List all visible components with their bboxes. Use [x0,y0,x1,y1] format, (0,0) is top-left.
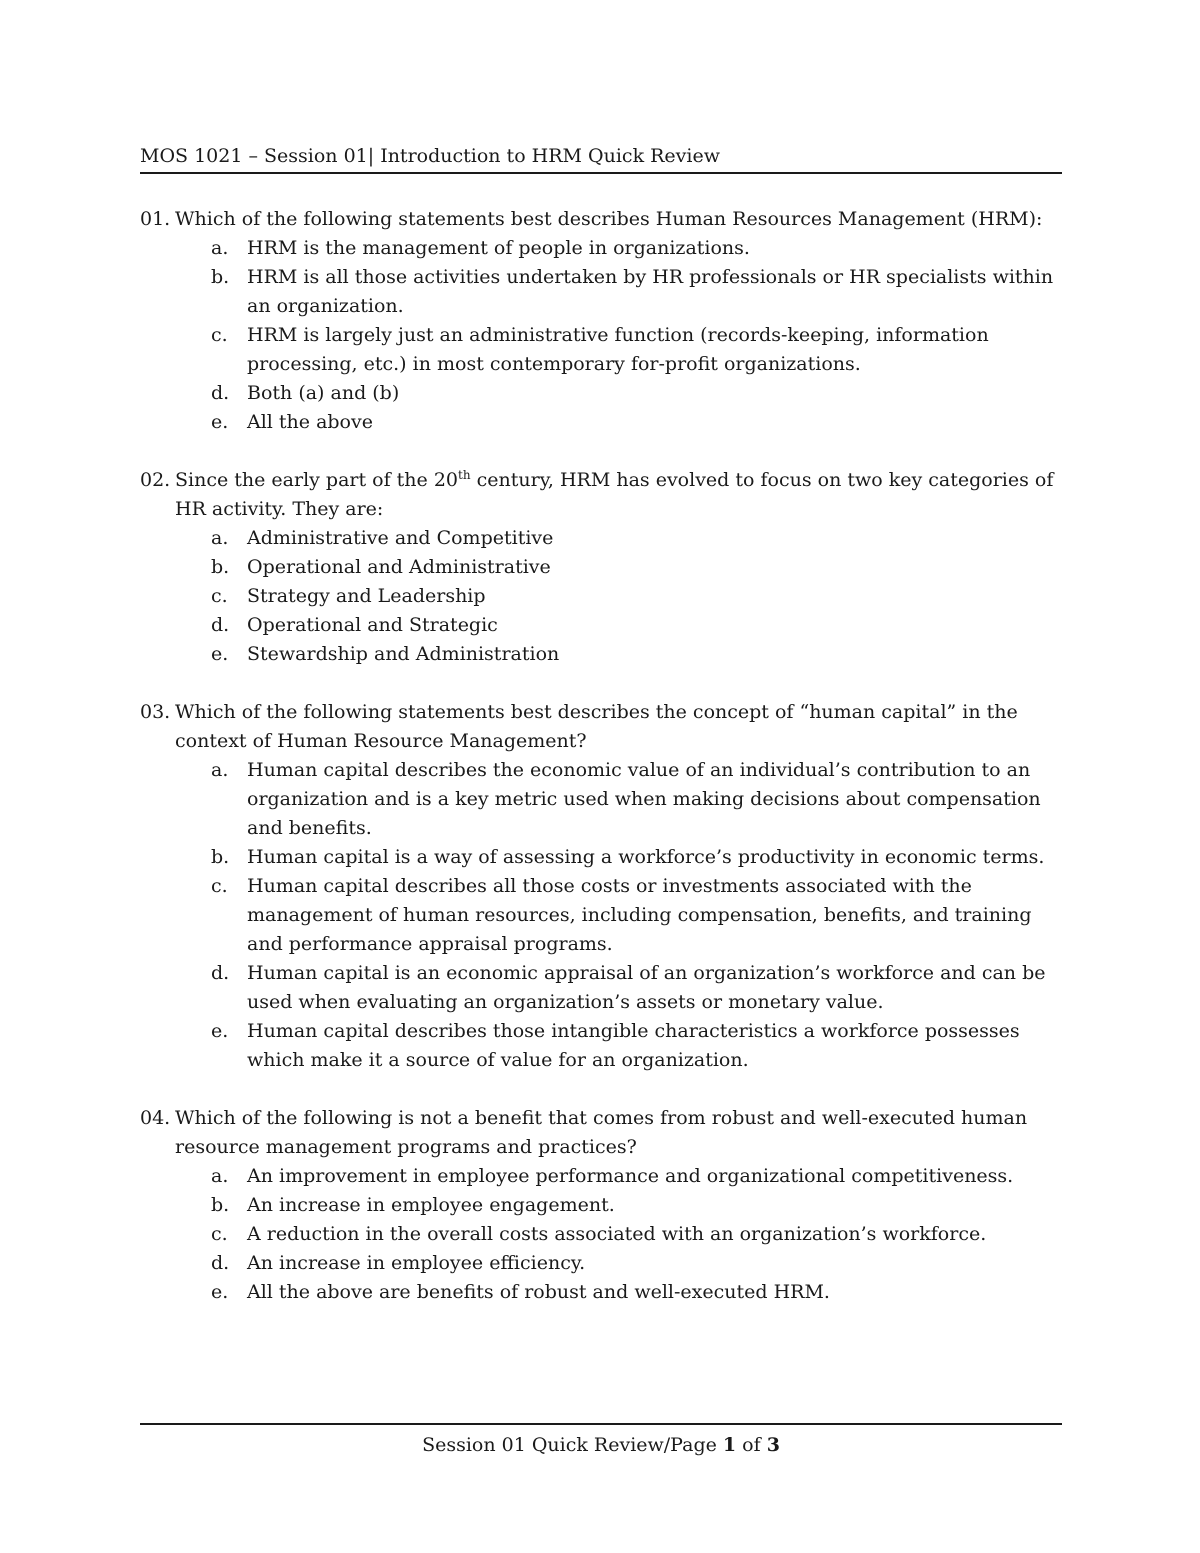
answer-option [175,1278,1062,1307]
page-title: MOS 1021 – Session 01| Introduction to HRM Quick Review [140,145,720,167]
answer-option [175,1162,1062,1191]
question-list [140,205,1062,1336]
option-text: All the above [247,411,373,433]
option-letter: e. [211,643,229,665]
question-text: Which of the following statements best describes Human Resources Management (HRM): [175,208,1043,230]
option-text: Operational and Strategic [247,614,498,636]
question-number: 03. [140,701,171,723]
answer-option [175,553,1062,582]
option-text: Human capital is a way of assessing a workforce’s productivity in economic terms. [247,846,1045,868]
option-text: HRM is all those activities undertaken by HR professionals or HR specialists within an organization. [247,266,1054,317]
option-text: Human capital describes all those costs or investments associated with the management of human resources, including compensation, benefits, and training and performance appraisal programs. [247,875,1032,955]
question-number: 02. [140,469,171,491]
option-letter: b. [211,846,230,868]
option-text: An increase in employee efficiency. [247,1252,586,1274]
option-letter: d. [211,1252,230,1274]
question-text: Which of the following is not a benefit that comes from robust and well-executed human resource management programs and practices? [175,1107,1028,1158]
answer-options [175,1162,1062,1307]
answer-options [175,524,1062,669]
answer-option [175,1017,1062,1075]
option-letter: d. [211,962,230,984]
option-text: HRM is the management of people in organizations. [247,237,750,259]
answer-option [175,234,1062,263]
option-letter: b. [211,1194,230,1216]
question-text [175,466,1062,524]
option-letter: c. [211,1223,228,1245]
answer-option [175,959,1062,1017]
question-text: Which of the following statements best describes the concept of “human capital” in the context of Human Resource Management? [175,701,1018,752]
question-03 [140,698,1062,1075]
ordinal-superscript: th [458,468,471,482]
footer-label: Session 01 Quick Review/Page [422,1434,723,1456]
option-text: HRM is largely just an administrative function (records-keeping, information processing, etc.) in most contemporary for-profit organizations. [247,324,989,375]
option-letter: c. [211,585,228,607]
answer-option [175,756,1062,843]
option-text: Strategy and Leadership [247,585,486,607]
question-text-part: century, HRM has evolved to focus on two key categories of HR activity. They are: [175,469,1054,520]
option-letter: a. [211,759,229,781]
answer-option [175,379,1062,408]
answer-options [175,756,1062,1075]
current-page-number: 1 [722,1434,737,1456]
option-letter: d. [211,614,230,636]
option-letter: b. [211,266,230,288]
question-number: 04. [140,1107,171,1129]
page-header [140,142,1062,174]
option-text: A reduction in the overall costs associated with an organization’s workforce. [247,1223,987,1245]
option-text: Human capital is an economic appraisal of an organization’s workforce and can be used when evaluating an organization’s assets or monetary value. [247,962,1046,1013]
answer-option [175,524,1062,553]
option-letter: e. [211,411,229,433]
answer-option [175,1220,1062,1249]
option-letter: c. [211,324,228,346]
answer-options [175,234,1062,437]
answer-option [175,582,1062,611]
option-text: Administrative and Competitive [247,527,554,549]
question-02 [140,466,1062,669]
question-text-part: Since the early part of the 20 [175,469,459,491]
option-text: Stewardship and Administration [247,643,560,665]
option-text: Both (a) and (b) [247,382,400,404]
header-rule [140,172,1062,174]
answer-option [175,321,1062,379]
total-page-count: 3 [766,1434,780,1456]
answer-option [175,408,1062,437]
option-text: Operational and Administrative [247,556,551,578]
option-letter: e. [211,1020,229,1042]
option-text: An increase in employee engagement. [247,1194,615,1216]
option-letter: a. [211,237,229,259]
option-text: All the above are benefits of robust and well-executed HRM. [247,1281,830,1303]
answer-option [175,843,1062,872]
option-letter: a. [211,1165,229,1187]
page-indicator [140,1431,1062,1459]
answer-option [175,640,1062,669]
option-letter: e. [211,1281,229,1303]
option-text: An improvement in employee performance and organizational competitiveness. [247,1165,1014,1187]
option-letter: a. [211,527,229,549]
answer-option [175,263,1062,321]
footer-of: of [736,1434,767,1456]
answer-option [175,1249,1062,1278]
question-01 [140,205,1062,437]
option-letter: d. [211,382,230,404]
option-text: Human capital describes the economic value of an individual’s contribution to an organization and is a key metric used when making decisions about compensation and benefits. [247,759,1041,839]
answer-option [175,1191,1062,1220]
option-letter: c. [211,875,228,897]
footer-rule [140,1423,1062,1425]
page-footer [140,1423,1062,1459]
answer-option [175,872,1062,959]
answer-option [175,611,1062,640]
question-04 [140,1104,1062,1307]
option-text: Human capital describes those intangible characteristics a workforce possesses which make it a source of value for an organization. [247,1020,1020,1071]
option-letter: b. [211,556,230,578]
question-number: 01. [140,208,171,230]
